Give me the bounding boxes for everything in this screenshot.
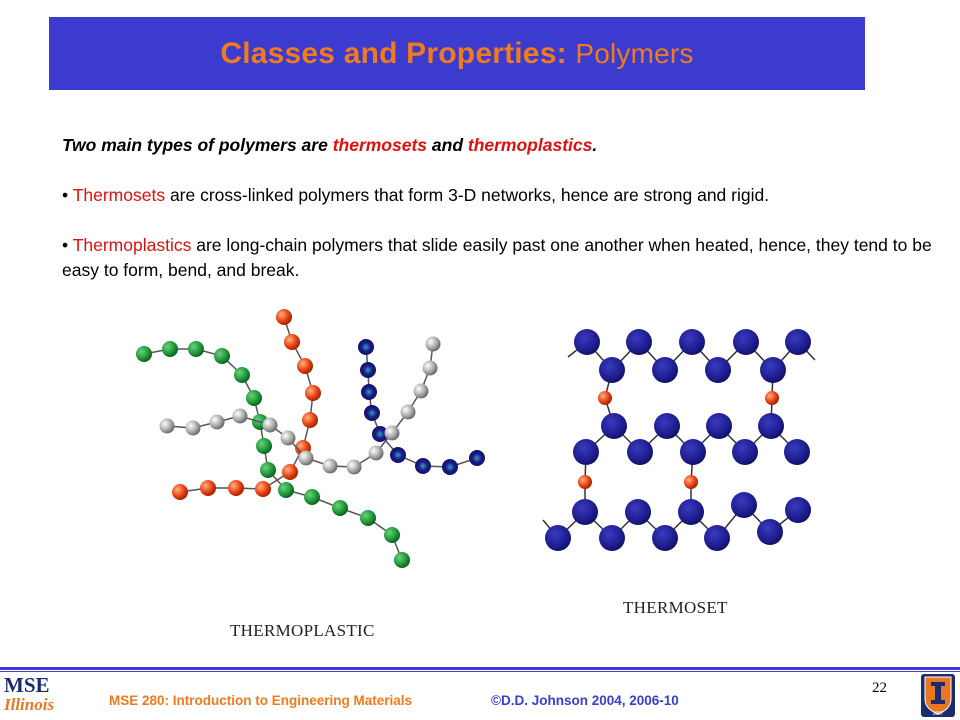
thermoplastic-diagram <box>136 309 485 568</box>
intro-mid: and <box>427 135 468 155</box>
page-number: 22 <box>872 680 887 696</box>
logo-illinois: Illinois <box>4 695 55 714</box>
slide-title-main: Classes and Properties: <box>220 36 567 70</box>
logo-mse <box>4 675 70 695</box>
bullet-marker: • <box>62 185 69 205</box>
bullet-marker: • <box>62 235 69 255</box>
bullet-term-thermosets: Thermosets <box>72 185 166 205</box>
intro-term-thermosets: thermosets <box>332 135 428 155</box>
seal-year: 1867 <box>932 711 944 717</box>
caption-thermoplastic: THERMOPLASTIC <box>230 621 375 640</box>
bullet-text-thermoplastics: are long-chain polymers that slide easily past one another when heated, hence, they tend to be easy to form, bend, and break. <box>62 235 932 280</box>
footer-divider <box>0 667 960 670</box>
bullet-text-thermosets: are cross-linked polymers that form 3-D networks, hence are strong and rigid. <box>165 185 770 205</box>
intro-before: Two main types of polymers are <box>62 135 333 155</box>
footer-course: MSE 280: Introduction to Engineering Materials <box>109 693 413 708</box>
caption-thermoset: THERMOSET <box>623 598 728 617</box>
slide-title-sub: Polymers <box>575 37 694 69</box>
footer-divider-thin <box>0 671 960 672</box>
university-seal-icon <box>920 673 956 718</box>
intro-end: . <box>592 135 598 155</box>
bullet-term-thermoplastics: Thermoplastics <box>72 235 192 255</box>
logo-mse-text: MSE <box>4 673 50 697</box>
intro-term-thermoplastics: thermoplastics <box>467 135 593 155</box>
mse-illinois-logo <box>4 675 70 717</box>
red-chain <box>172 309 321 500</box>
thermoset-diagram <box>543 329 815 551</box>
footer-copyright: ©D.D. Johnson 2004, 2006-10 <box>491 693 679 708</box>
